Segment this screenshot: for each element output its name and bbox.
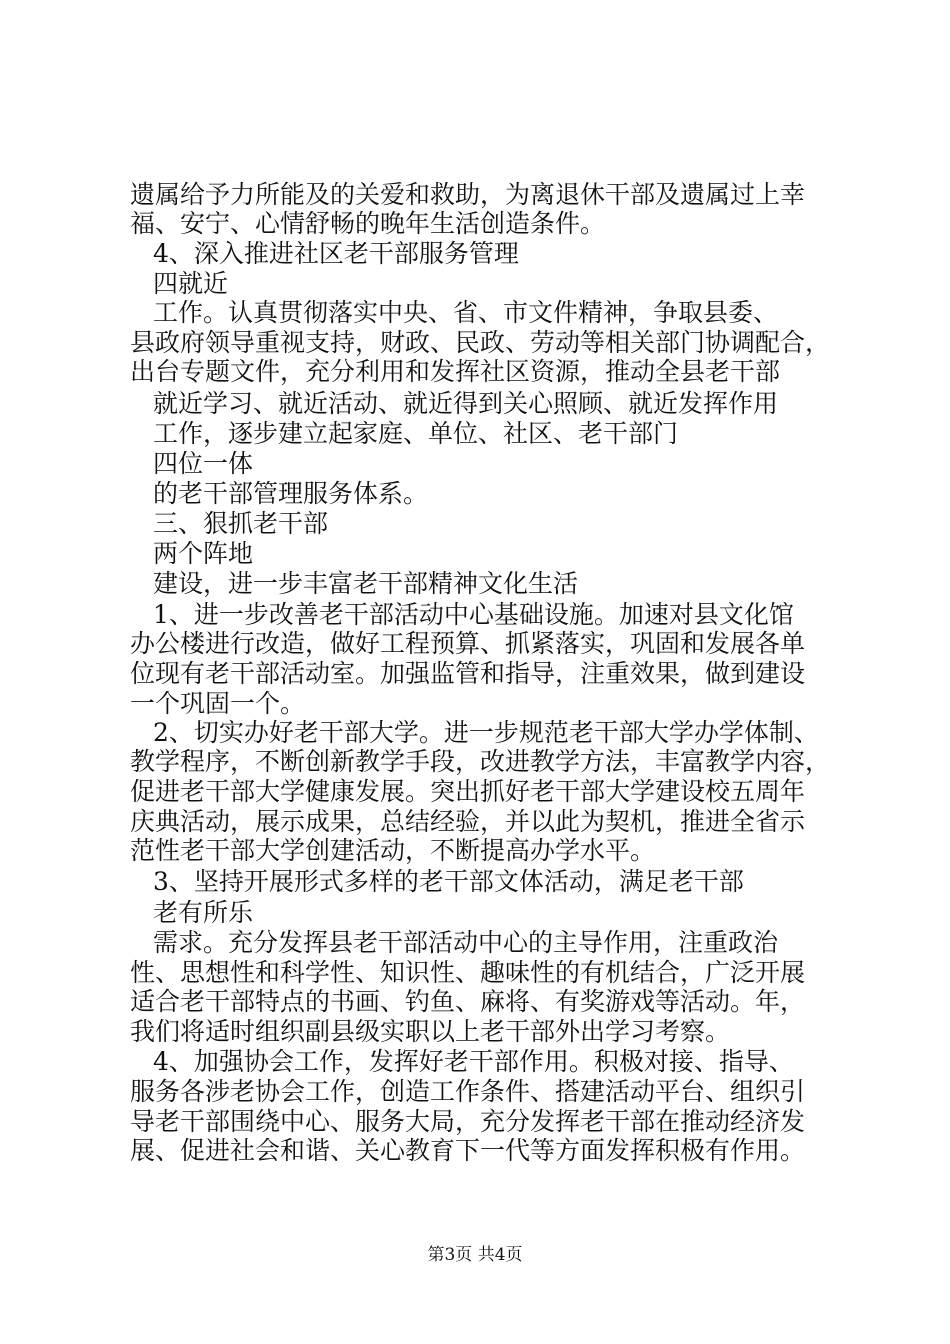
text-line: 性、思想性和科学性、知识性、趣味性的有机结合，广泛开展 [130, 958, 806, 987]
text-line: 两个阵地 [153, 539, 254, 568]
text-line: 一个巩固一个。 [130, 689, 306, 718]
text-line: 四位一体 [153, 449, 254, 478]
text-line: 建设，进一步丰富老干部精神文化生活 [153, 569, 579, 598]
text-line: 2、切实办好老干部大学。进一步规范老干部大学办学体制、 [153, 718, 819, 747]
text-line: 办公楼进行改造，做好工程预算、抓紧落实，巩固和发展各单 [130, 629, 806, 658]
text-line: 遗属给予力所能及的关爱和救助，为离退休干部及遗属过上幸 [130, 180, 806, 209]
text-line: 教学程序，不断创新教学手段，改进教学方法，丰富教学内容， [130, 747, 831, 776]
text-line: 福、安宁、心情舒畅的晚年生活创造条件。 [130, 209, 606, 238]
text-line: 3、坚持开展形式多样的老干部文体活动，满足老干部 [153, 867, 744, 896]
text-line: 的老干部管理服务体系。 [153, 479, 429, 508]
text-line: 四就近 [153, 269, 229, 298]
text-line: 促进老干部大学健康发展。突出抓好老干部大学建设校五周年 [130, 777, 806, 806]
text-line: 出台专题文件，充分利用和发挥社区资源，推动全县老干部 [130, 357, 781, 386]
text-line: 4、深入推进社区老干部服务管理 [153, 239, 519, 268]
text-line: 县政府领导重视支持，财政、民政、劳动等相关部门协调配合， [130, 328, 831, 357]
text-line: 适合老干部特点的书画、钓鱼、麻将、有奖游戏等活动。年， [130, 987, 806, 1016]
text-line: 1、进一步改善老干部活动中心基础设施。加速对县文化馆 [153, 600, 794, 629]
page-number-footer: 第3页 共4页 [427, 1245, 523, 1265]
text-line: 工作，逐步建立起家庭、单位、社区、老干部门 [153, 419, 679, 448]
text-line: 就近学习、就近活动、就近得到关心照顾、就近发挥作用 [153, 389, 779, 418]
text-line: 导老干部围绕中心、服务大局，充分发挥老干部在推动经济发 [130, 1107, 806, 1136]
text-line: 4、加强协会工作，发挥好老干部作用。积极对接、指导、 [153, 1047, 794, 1076]
text-line: 老有所乐 [153, 898, 254, 927]
text-line: 服务各涉老协会工作，创造工作条件、搭建活动平台、组织引 [130, 1077, 806, 1106]
text-line: 需求。充分发挥县老干部活动中心的主导作用，注重政治 [153, 928, 779, 957]
text-line: 三、狠抓老干部 [153, 509, 329, 538]
text-line: 工作。认真贯彻落实中央、省、市文件精神，争取县委、 [153, 298, 779, 327]
text-line: 范性老干部大学创建活动，不断提高办学水平。 [130, 836, 656, 865]
text-line: 我们将适时组织副县级实职以上老干部外出学习考察。 [130, 1017, 731, 1046]
text-line: 庆典活动，展示成果，总结经验，并以此为契机，推进全省示 [130, 807, 806, 836]
text-line: 展、促进社会和谐、关心教育下一代等方面发挥积极有作用。 [130, 1136, 806, 1165]
text-line: 位现有老干部活动室。加强监管和指导，注重效果，做到建设 [130, 659, 806, 688]
